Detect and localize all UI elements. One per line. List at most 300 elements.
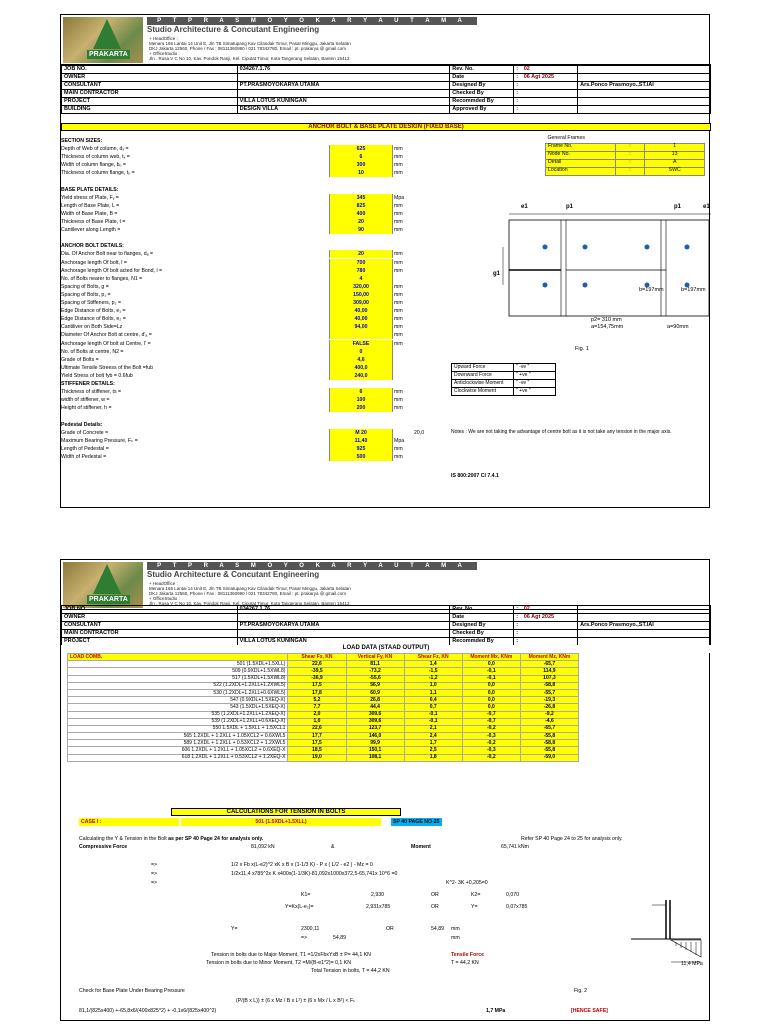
force-sign-cell: Anticlockwise Moment	[452, 380, 514, 388]
force-sign-cell: Downward Force	[452, 372, 514, 380]
info-cell	[578, 606, 711, 614]
or-text: OR	[431, 904, 439, 910]
parameter-label: Diameter Of Anchor Bolt at centre, d'ₐ =	[61, 332, 152, 339]
parameter-value[interactable]: M 20	[329, 429, 393, 437]
bearing-result: 1,7 MPa	[486, 1008, 506, 1014]
parameter-value[interactable]: 6	[329, 388, 393, 396]
load-cell: -0,1	[462, 668, 520, 675]
parameter-label: width of stiffener, w =	[61, 397, 110, 404]
arrow: =>	[301, 935, 308, 941]
load-cell: 1,4	[404, 661, 462, 668]
design-row	[61, 380, 711, 388]
company-line: + OfficeStudio :	[149, 51, 180, 56]
parameter-label: Cantiliver on Both Side=Lz	[61, 324, 123, 331]
load-cell: -55,6	[346, 675, 404, 682]
y2-value-b: 54,89	[431, 926, 444, 932]
design-row	[61, 412, 711, 420]
load-cell: 150,1	[346, 747, 404, 754]
parameter-value[interactable]: 11,40	[329, 437, 393, 445]
parameter-unit: mm	[394, 324, 403, 331]
table-row	[68, 704, 579, 711]
load-cell: 99,9	[346, 740, 404, 747]
load-cell: 543 (1.5XDL+1.5XEQ-X)	[68, 704, 288, 711]
load-header: Shear Fz, KN	[404, 654, 462, 661]
info-cell: Rev. No.	[450, 66, 514, 74]
unit-mm: mm	[451, 935, 460, 941]
parameter-unit: 20,0	[414, 429, 425, 436]
parameter-value[interactable]: 150,00	[329, 291, 393, 299]
company-header	[61, 15, 711, 65]
parameter-value[interactable]: 90	[329, 226, 393, 234]
info-cell: :	[514, 66, 522, 74]
general-frames-cell: SWC	[645, 167, 705, 175]
load-cell: -0,1	[404, 711, 462, 718]
parameter-unit: mm	[394, 300, 403, 306]
parameter-label: Length of Pedestal =	[61, 445, 109, 452]
table-row	[68, 711, 579, 718]
info-cell	[578, 74, 711, 82]
load-data-title: LOAD DATA (STAAD OUTPUT)	[61, 645, 711, 653]
parameter-value[interactable]: 400	[329, 210, 393, 218]
parameter-label: Anchorage length Of bolt acted for Bond, l =	[61, 267, 163, 274]
load-cell: 60,9	[346, 689, 404, 696]
company-line: Jln . Rusa V C No 10, Kav. Pondok Ranji, Kel. Ciputat Timur, Kota Tangerang Selatan, Banten 15412	[149, 601, 350, 606]
load-cell: 550 1.5XDL + 1.5XLL + 1.5XCL1	[68, 725, 288, 732]
info-cell: Approved By	[450, 106, 514, 114]
info-cell: :	[514, 622, 522, 630]
info-cell: JOB NO.	[62, 66, 238, 74]
load-cell: -65,7	[520, 725, 578, 732]
design-row	[61, 445, 711, 453]
dim-a-left: a=154,75mm	[591, 324, 624, 330]
load-cell: 0,4	[404, 697, 462, 704]
parameter-value[interactable]	[329, 331, 393, 339]
info-row	[62, 74, 711, 82]
force-sign-cell: " +ve "	[514, 388, 556, 396]
load-cell: 0,0	[462, 697, 520, 704]
load-cell: 517 (1.5XDL+1.5XWL8)	[68, 675, 288, 682]
load-cell: 107,3	[520, 675, 578, 682]
table-row	[68, 747, 579, 754]
sheet-title: ANCHOR BOLT & BASE PLATE DESIGN (FIXED BASE)	[61, 123, 711, 131]
parameter-value[interactable]: 240,0	[329, 372, 393, 380]
refer-text: Refer SP 40 Page 24 to 25 for analysis only.	[521, 836, 623, 842]
figure-2-label: Fig. 2	[574, 988, 587, 994]
y-value-b-label: Y=	[471, 904, 478, 910]
parameter-value[interactable]: 6	[329, 153, 393, 161]
parameter-value[interactable]: 10	[329, 169, 393, 177]
info-cell: :	[514, 638, 522, 646]
company-line: Jln . Rusa V C No 10, Kav. Pondok Ranji, Kel. Ciputat Timur, Kota Tangerang Selatan, Banten 15412	[149, 56, 350, 61]
load-cell: -36,9	[288, 675, 346, 682]
parameter-unit: mm	[394, 154, 403, 161]
design-row	[61, 453, 711, 461]
load-cell: -0,1	[462, 675, 520, 682]
parameter-value[interactable]: 20	[329, 250, 393, 258]
design-row	[61, 421, 711, 429]
general-frames-cell: :	[615, 167, 645, 175]
parameter-label: Width of column flange, bₒ =	[61, 162, 126, 169]
load-cell: 17,7	[288, 733, 346, 740]
company-logo: PRAKARTA	[63, 562, 143, 608]
parameter-label: Anchorage length Of bolt at Centre, l' =	[61, 340, 151, 347]
load-cell: 1,1	[404, 689, 462, 696]
parameter-value[interactable]: 100	[329, 396, 393, 404]
or-text: OR	[386, 926, 394, 932]
table-row	[68, 697, 579, 704]
parameter-unit: mm	[394, 453, 403, 460]
parameter-value[interactable]: 0	[329, 348, 393, 356]
load-cell: -4,6	[520, 718, 578, 725]
parameter-value[interactable]: 400,0	[329, 364, 393, 372]
parameter-label: Width of Pedestal =	[61, 453, 107, 460]
info-cell: CONSULTANT	[62, 82, 238, 90]
parameter-unit: mm	[394, 162, 403, 169]
table-row	[68, 675, 579, 682]
company-line: Menara 165 Lantai 14 Unit E, Jln TB Simatupang Kav Cilandak Timur, Pasar Minggu, Jakarta Selatan	[149, 586, 351, 591]
parameter-unit: Mpa	[394, 194, 405, 201]
info-cell: OWNER	[62, 614, 238, 622]
bearing-pressure-value: 11,4 MPa	[681, 961, 703, 967]
info-cell	[522, 82, 578, 90]
design-row	[61, 186, 711, 194]
company-line: DKJ Jakarta 12560, Phone / Fax : 08111360990 / 021 78342780, Email : pt. prakarya @ gmail.com	[149, 46, 347, 51]
company-name: P T P R A S M O Y O K A R Y A U T A M A	[147, 17, 477, 25]
load-cell: 81,1	[346, 661, 404, 668]
info-cell	[522, 106, 578, 114]
info-cell: Ars.Ponco Prasmoyo.,ST.IAI	[578, 622, 711, 630]
tensile-force-value: T = 44,2 KN	[451, 960, 479, 966]
table-row	[68, 725, 579, 732]
design-row	[61, 396, 711, 404]
parameter-label: Yield stress of Plate, Fᵧ =	[61, 194, 119, 201]
info-cell	[578, 66, 711, 74]
intro-text: Calculating the Y & Tension in the Bolt as per SP 40 Page 24 for analysis only.	[79, 836, 264, 842]
equation-2: 1/2x11,4 x785^2x K x400x(1-1/3K)-81,092x1000x372,5-65,741x 10^6 =0	[231, 871, 398, 877]
parameter-value[interactable]: 4,6	[329, 356, 393, 364]
parameter-label: Yield Stress of bolt fyb = 0.6fub	[61, 372, 133, 379]
parameter-value[interactable]: 20	[329, 218, 393, 226]
load-cell: 1,7	[404, 740, 462, 747]
anchor-bolt	[685, 245, 690, 250]
compressive-force-value: 81,092 kN	[251, 844, 275, 850]
parameter-label: Grade of Bolts =	[61, 356, 99, 363]
calc-title: CALCULATIONS FOR TENSION IN BOLTS	[171, 808, 401, 816]
parameter-value[interactable]: 40,00	[329, 315, 393, 323]
parameter-value[interactable]: 200	[329, 404, 393, 412]
parameter-unit: mm	[394, 405, 403, 412]
load-cell: 114,9	[520, 668, 578, 675]
parameter-unit: mm	[394, 283, 403, 290]
parameter-unit: mm	[394, 332, 403, 339]
parameter-label: Thickness of Base Plate, t =	[61, 219, 126, 225]
info-cell: DESIGN VILLA	[237, 106, 450, 114]
parameter-label: Spacing of Bolts, p₁ =	[61, 291, 111, 298]
sheet-2	[60, 559, 710, 1021]
parameter-unit: mm	[394, 445, 403, 452]
company-logo: PRAKARTA	[63, 17, 143, 63]
parameter-unit: mm	[394, 219, 403, 225]
parameter-value[interactable]: 500	[329, 453, 393, 461]
design-row	[61, 364, 711, 372]
info-cell: 02	[522, 66, 578, 74]
parameter-label: Spacing of Stiffeners, p₂ =	[61, 300, 122, 306]
general-frames-cell: :	[615, 159, 645, 167]
table-row	[68, 661, 579, 668]
info-cell	[522, 98, 578, 106]
dim-p1-left: p1	[566, 204, 574, 210]
sheet-1	[60, 14, 710, 508]
parameter-unit: mm	[394, 389, 403, 396]
k2-value: 0,070	[506, 892, 519, 898]
info-cell	[237, 74, 450, 82]
info-cell: Date	[450, 614, 514, 622]
info-row	[62, 630, 711, 638]
unit-mm: mm	[451, 926, 460, 932]
load-cell: 1,0	[288, 718, 346, 725]
info-cell: Recommded By	[450, 638, 514, 646]
load-cell: 17,5	[288, 740, 346, 747]
general-frames-cell: 1	[645, 143, 705, 151]
parameter-unit: mm	[394, 251, 403, 258]
load-cell: 0,0	[462, 661, 520, 668]
parameter-label: Pedestal Details:	[61, 421, 103, 428]
general-frames-cell: Detail	[546, 159, 616, 167]
table-row	[68, 740, 579, 747]
info-cell: :	[514, 98, 522, 106]
general-frames-cell: A	[645, 159, 705, 167]
info-cell: :	[514, 630, 522, 638]
load-cell: 522 (1.2XDL+1.2XLL+1.2XWL5)	[68, 682, 288, 689]
load-cell: 606 1.2XDL + 1.2XLL + 1.05XCL2 + 0.6XEQ-X	[68, 747, 288, 754]
load-cell: -0,7	[462, 718, 520, 725]
load-cell: -55,7	[520, 689, 578, 696]
equation-1: 1/2 x Fb x(L-e2)^2 xK x B x (1-1/3 K) - P x ( L/2 - e2 ) - Mz = 0	[231, 862, 373, 868]
safety-status: [HENCE SAFE]	[571, 1008, 608, 1014]
info-cell: PT.PRASMOYOKARYA UTAMA	[237, 622, 450, 630]
info-cell: Checked By	[450, 90, 514, 98]
parameter-value[interactable]: 40,00	[329, 307, 393, 315]
general-frames-table	[545, 135, 705, 176]
info-cell	[237, 630, 450, 638]
dim-a-right: a=90mm	[667, 324, 689, 330]
parameter-label: No. of Bolts nearer to flanges, N1 =	[61, 275, 143, 282]
info-cell: BUILDING	[62, 106, 238, 114]
load-cell: 22,6	[288, 725, 346, 732]
force-sign-cell: Clockwise Moment	[452, 388, 514, 396]
load-cell: -0,7	[462, 711, 520, 718]
info-cell	[578, 106, 711, 114]
company-line: + OfficeStudio :	[149, 596, 180, 601]
load-cell: 509 (0.9XDL+1.5XWL8)	[68, 668, 288, 675]
note-text: Notes : We are not taking the advantage of centre bolt as it is not take any tension in the major axis.	[451, 429, 672, 435]
general-frames-cell: :	[615, 151, 645, 159]
load-cell: -0,2	[462, 740, 520, 747]
parameter-value[interactable]: 925	[329, 445, 393, 453]
load-header: Moment Mx, KNm	[462, 654, 520, 661]
parameter-value[interactable]: FALSE	[329, 340, 393, 348]
bearing-pressure-diagram	[626, 895, 711, 985]
base-plate-outline	[509, 220, 709, 316]
sp-reference: SP 40 PAGE NO-25	[393, 819, 440, 825]
project-info-table	[61, 605, 711, 646]
parameter-value[interactable]: 780	[329, 267, 393, 275]
parameter-unit: mm	[394, 397, 403, 404]
table-row	[68, 754, 579, 761]
load-cell: 146,0	[346, 733, 404, 740]
load-cell: 19,0	[288, 754, 346, 761]
code-reference: IS 800:2007 Cl 7.4.1	[451, 473, 499, 479]
parameter-label: Thickness of column web, tₓ =	[61, 154, 130, 161]
load-cell: 1,8	[404, 754, 462, 761]
parameter-label: Grade of Concrete =	[61, 429, 109, 436]
parameter-value[interactable]: 320,00	[329, 283, 393, 291]
load-cell: -58,8	[520, 682, 578, 689]
parameter-unit: mm	[394, 340, 403, 347]
load-cell: -0,3	[462, 733, 520, 740]
tension-total: Total Tension in bolts, T = 44,2 KN	[311, 968, 390, 974]
parameter-label: No. of Bolts at centre, N2 =	[61, 348, 124, 355]
info-cell: :	[514, 74, 522, 82]
company-name: P T P R A S M O Y O K A R Y A U T A M A	[147, 562, 477, 570]
parameter-value[interactable]: 4	[329, 275, 393, 283]
dim-b-left: b=197mm	[639, 287, 664, 293]
info-row	[62, 106, 711, 114]
parameter-unit: mm	[394, 291, 403, 298]
info-cell	[522, 622, 578, 630]
info-cell: :	[514, 606, 522, 614]
load-cell: -1,2	[404, 675, 462, 682]
info-cell: Designed By	[450, 82, 514, 90]
tension-major: Tension in bolts due to Major Moment, T1 =1/2xFbxYxB ± P= 44,1 KN	[211, 952, 371, 958]
arrow: =>	[151, 871, 158, 877]
info-cell	[578, 98, 711, 106]
parameter-label: Thickness of column flange, tₒ =	[61, 170, 135, 177]
load-cell: 0,7	[404, 704, 462, 711]
and-symbol: &	[331, 844, 335, 850]
project-info-table	[61, 65, 711, 114]
load-cell: 26,8	[346, 697, 404, 704]
load-cell: 18,5	[288, 747, 346, 754]
y2-label: Y=	[231, 926, 238, 932]
company-line: Menara 165 Lantai 14 Unit E, Jln TB Simatupang Kav Cilandak Timur, Pasar Minggu, Jakarta Selatan	[149, 41, 351, 46]
parameter-value[interactable]: 825	[329, 202, 393, 210]
parameter-value[interactable]: 309,00	[329, 299, 393, 307]
parameter-label: BASE PLATE DETAILS:	[61, 186, 119, 193]
info-cell: Ars.Ponco Prasmoyo.,ST.IAI	[578, 82, 711, 90]
load-cell: -65,7	[520, 661, 578, 668]
parameter-value[interactable]: 345	[329, 194, 393, 202]
y2-value-a: 2300,11	[301, 926, 320, 932]
force-sign-table	[451, 363, 556, 396]
company-line: DKJ Jakarta 12560, Phone / Fax : 08111360990 / 021 78342780, Email : pt. prakarya @ gmail.com	[149, 591, 347, 596]
load-cell: -0,2	[462, 725, 520, 732]
compressive-force-label: Compressive Force	[79, 844, 128, 850]
anchor-bolt	[543, 283, 548, 288]
dim-b-right: b=197mm	[681, 287, 706, 293]
info-cell: :	[514, 614, 522, 622]
moment-label: Moment	[411, 844, 431, 850]
info-cell: :	[514, 106, 522, 114]
info-cell	[522, 630, 578, 638]
info-row	[62, 98, 711, 106]
parameter-label: Depth of Web of column, dₓ =	[61, 146, 129, 153]
design-row	[61, 388, 711, 396]
info-cell	[578, 614, 711, 622]
load-cell: -0,3	[462, 747, 520, 754]
general-frames-cell: 13	[645, 151, 705, 159]
parameter-label: ANCHOR BOLT DETAILS:	[61, 243, 124, 250]
load-cell: 309,6	[346, 718, 404, 725]
parameter-value[interactable]: 625	[329, 145, 393, 153]
design-row	[61, 178, 711, 186]
info-row	[62, 614, 711, 622]
k1-label: K1=	[301, 892, 311, 898]
load-cell: -55,8	[520, 747, 578, 754]
arrow: =>	[151, 880, 158, 886]
parameter-value[interactable]: 300	[329, 161, 393, 169]
company-tagline: Studio Architecture & Concutant Engineering	[147, 570, 320, 579]
table-row	[68, 682, 579, 689]
info-cell: Recommded By	[450, 98, 514, 106]
force-sign-cell: Upward Force	[452, 364, 514, 372]
tensile-force-label: Tensile Force	[451, 952, 485, 958]
y-value-a: 2,931x785	[366, 904, 391, 910]
parameter-unit: mm	[394, 170, 403, 177]
load-cell: -73,2	[346, 668, 404, 675]
parameter-value[interactable]: 94,00	[329, 323, 393, 331]
load-cell: -19,3	[520, 697, 578, 704]
anchor-bolt	[543, 245, 548, 250]
parameter-unit: mm	[394, 202, 403, 209]
table-row	[68, 689, 579, 696]
equation-3: K^2- 3K +0,205=0	[446, 880, 488, 886]
base-plate-diagram	[441, 200, 711, 360]
load-header: Shear Fx, KN	[288, 654, 346, 661]
parameter-label: Edge Distance of Bolts, e₁ =	[61, 308, 126, 315]
parameter-label: Anchorage length Of bolt, l =	[61, 259, 127, 266]
parameter-value[interactable]: 700	[329, 259, 393, 267]
info-cell: :	[514, 82, 522, 90]
load-cell: 0,0	[462, 704, 520, 711]
load-cell: -0,1	[404, 718, 462, 725]
general-frames-cell: :	[615, 143, 645, 151]
parameter-unit: mm	[394, 210, 403, 217]
general-frames-title: General Frames	[547, 135, 585, 142]
parameter-label: SECTION SIZES:	[61, 138, 103, 144]
parameter-label: Edge Distance of Bolts, e₂ =	[61, 316, 126, 323]
load-cell: 2,0	[288, 711, 346, 718]
parameter-unit: mm	[394, 316, 403, 323]
force-sign-cell: " -ve "	[514, 380, 556, 388]
load-cell: 17,8	[288, 689, 346, 696]
load-cell: -0,2	[462, 754, 520, 761]
info-cell	[578, 630, 711, 638]
load-cell: 1,0	[404, 682, 462, 689]
load-cell: -58,8	[520, 740, 578, 747]
load-cell: 56,9	[346, 682, 404, 689]
company-line: + HeadOffice :	[149, 581, 178, 586]
parameter-label: Height of stiffener, h =	[61, 405, 112, 412]
info-cell	[237, 614, 450, 622]
info-cell: JOB NO.	[62, 606, 238, 614]
info-cell: 034267.1.76	[237, 606, 450, 614]
anchor-bolt	[645, 245, 650, 250]
load-cell: 535 (1.2XDL+1.2XLL+1.2XEQ-X)	[68, 711, 288, 718]
info-row	[62, 606, 711, 614]
info-cell: PROJECT	[62, 638, 238, 646]
info-row	[62, 66, 711, 74]
